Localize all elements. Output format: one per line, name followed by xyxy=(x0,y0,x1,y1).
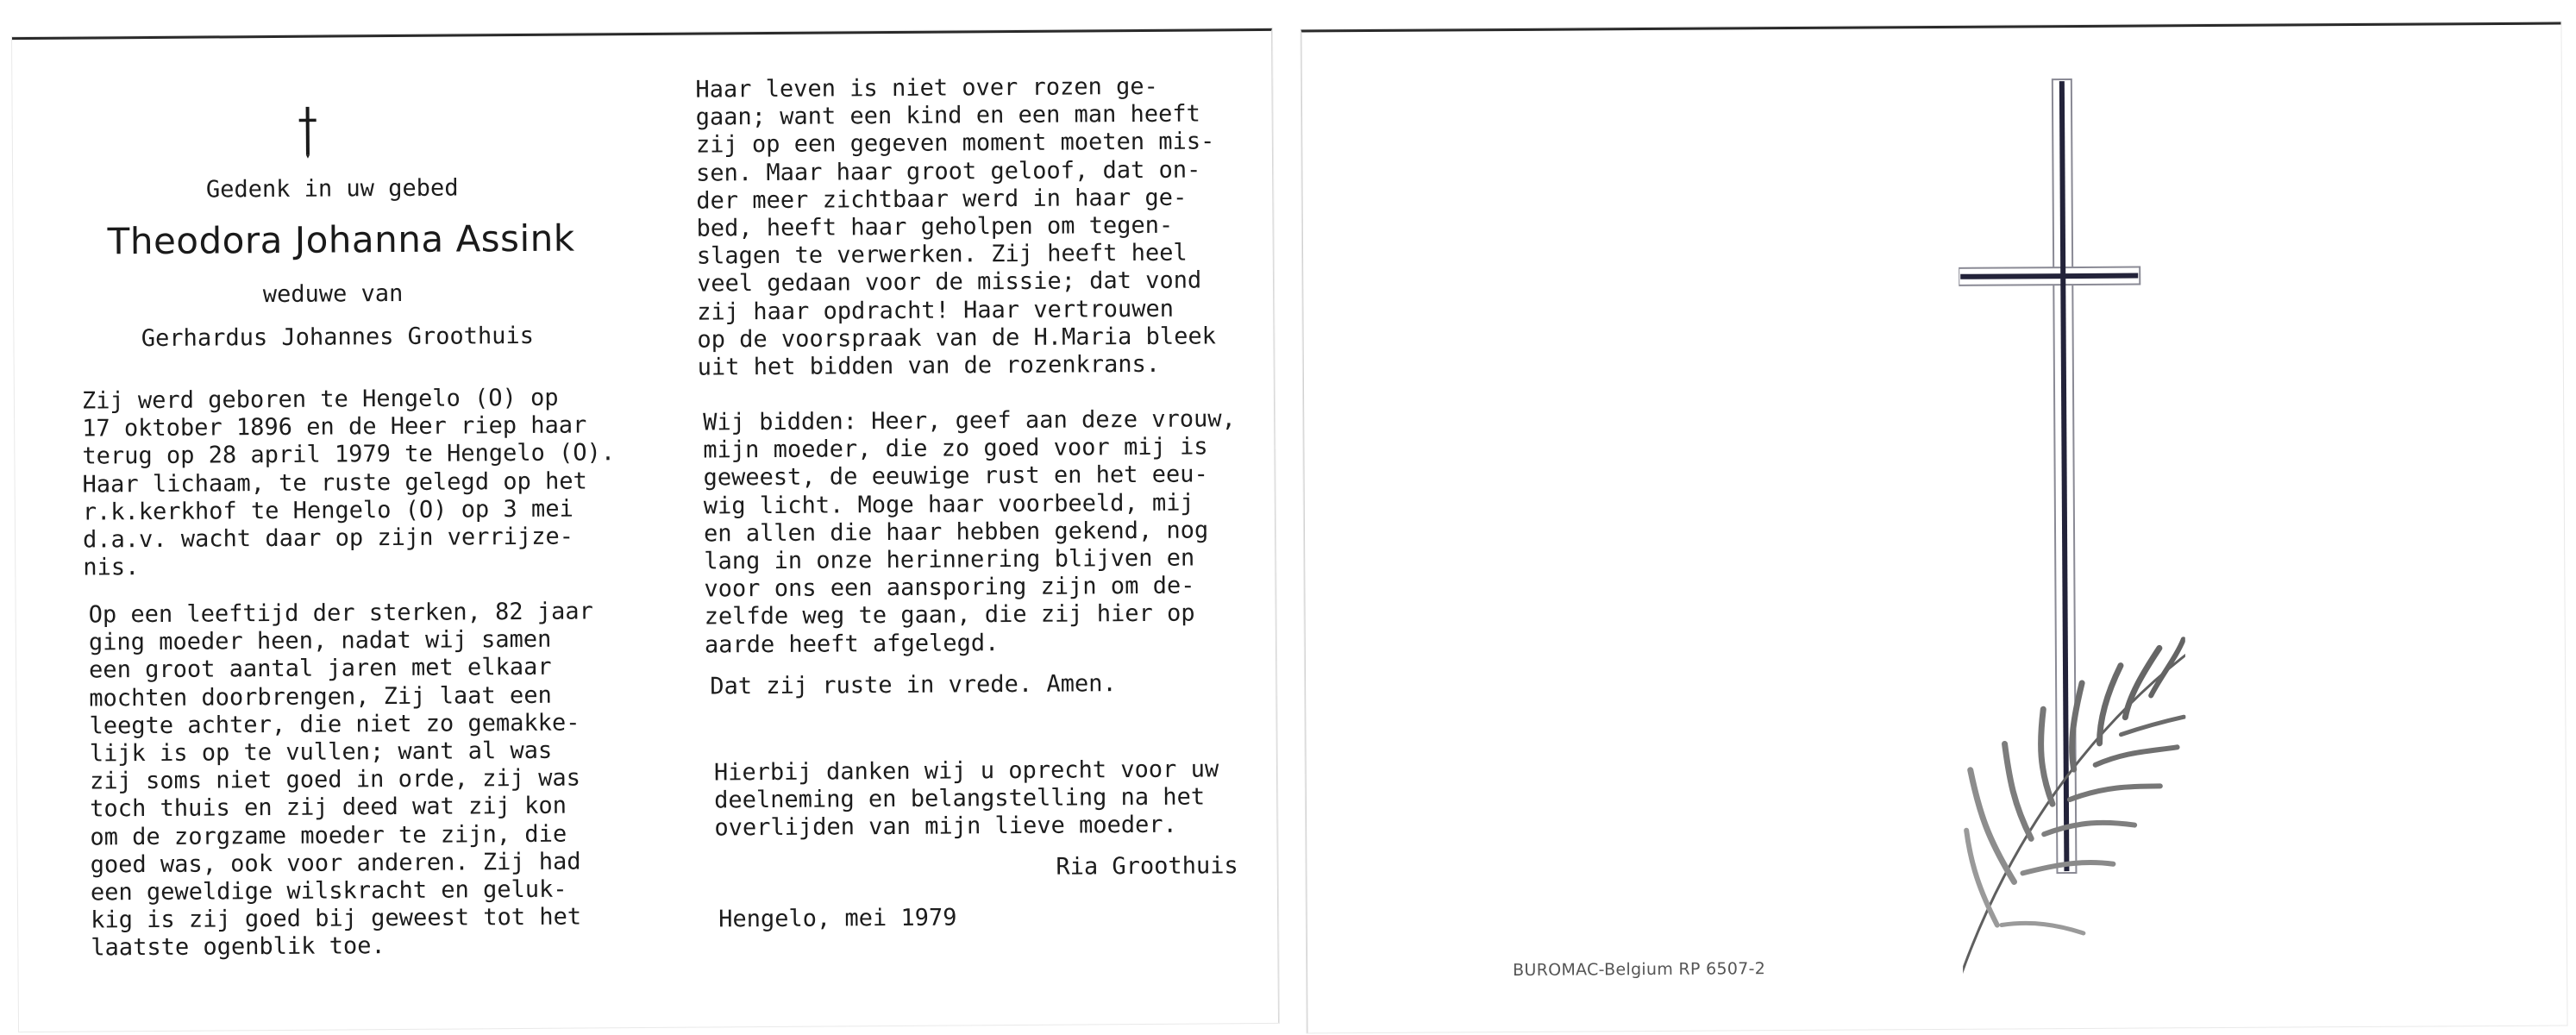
signature: Ria Groothuis xyxy=(1056,852,1238,881)
cross-icon xyxy=(291,107,325,159)
rest-in-peace-line: Dat zij ruste in vrede. Amen. xyxy=(710,670,1117,700)
memorial-card-image-side xyxy=(1301,22,2567,1033)
memorial-card-text-side xyxy=(12,28,1279,1032)
thanks-paragraph: Hierbij danken wij u oprecht voor uw deelneming en belangstelling na het overlijden van mijn lieve moeder. xyxy=(713,756,1219,842)
prayer-paragraph: Wij bidden: Heer, geef aan deze vrouw, mijn moeder, die zo goed voor mij is geweest, de eeuwige rust en het eeu- wig licht. Moge haar voorbeeld, mij en allen die haar hebben gekend, nog lang in onze herinnering blijven en voor ons een aansporing zijn om de- zelfde weg te gaan, die zij hier op aarde heeft afgelegd. xyxy=(703,405,1236,659)
cross-with-palm-icon xyxy=(1958,61,2188,1012)
birth-death-paragraph: Zij werd geboren te Hengelo (O) op 17 oktober 1896 en de Heer riep haar terug op 28 april 1979 te Hengelo (O). Haar lichaam, te ruste gelegd op het r.k.kerkhof te Hengelo (O) op 3 mei d.a.v. wacht daar op zijn verrijze- nis. xyxy=(81,384,616,581)
printer-credit: BUROMAC-Belgium RP 6507-2 xyxy=(1513,959,1766,980)
deceased-name: Theodora Johanna Assink xyxy=(107,216,575,263)
prayer-heading: Gedenk in uw gebed xyxy=(205,174,459,204)
life-paragraph: Op een leeftijd der sterken, 82 jaar ging moeder heen, nadat wij samen een groot aantal jaren met elkaar mochten doorbrengen, Zij laat een leegte achter, die niet zo gemakke- lijk is op te vullen; want al was zij soms niet goed in orde, zij was toch thuis en zij deed wat zij kon om de zorgzame moeder te zijn, die goed was, ook voor anderen. Zij had een geweldige wilskracht en geluk- kig is zij goed bij geweest tot het laatste ogenblik toe. xyxy=(88,598,593,962)
husband-name: Gerhardus Johannes Groothuis xyxy=(141,322,535,353)
faith-paragraph: Haar leven is niet over rozen ge- gaan; want een kind en een man heeft zij op een gegeven moment moeten mis- sen. Maar haar groot geloof, dat on- der meer zichtbaar werd in haar ge- bed, heeft haar geholpen om tegen- slagen te verwerken. Zij heeft heel veel gedaan voor de missie; dat vond zij haar opdracht! Haar vertrouwen op de voorspraak van de H.Maria bleek uit het bidden van de rozenkrans. xyxy=(695,72,1217,381)
widow-of-label: weduwe van xyxy=(262,279,404,309)
place-date: Hengelo, mei 1979 xyxy=(718,904,957,933)
